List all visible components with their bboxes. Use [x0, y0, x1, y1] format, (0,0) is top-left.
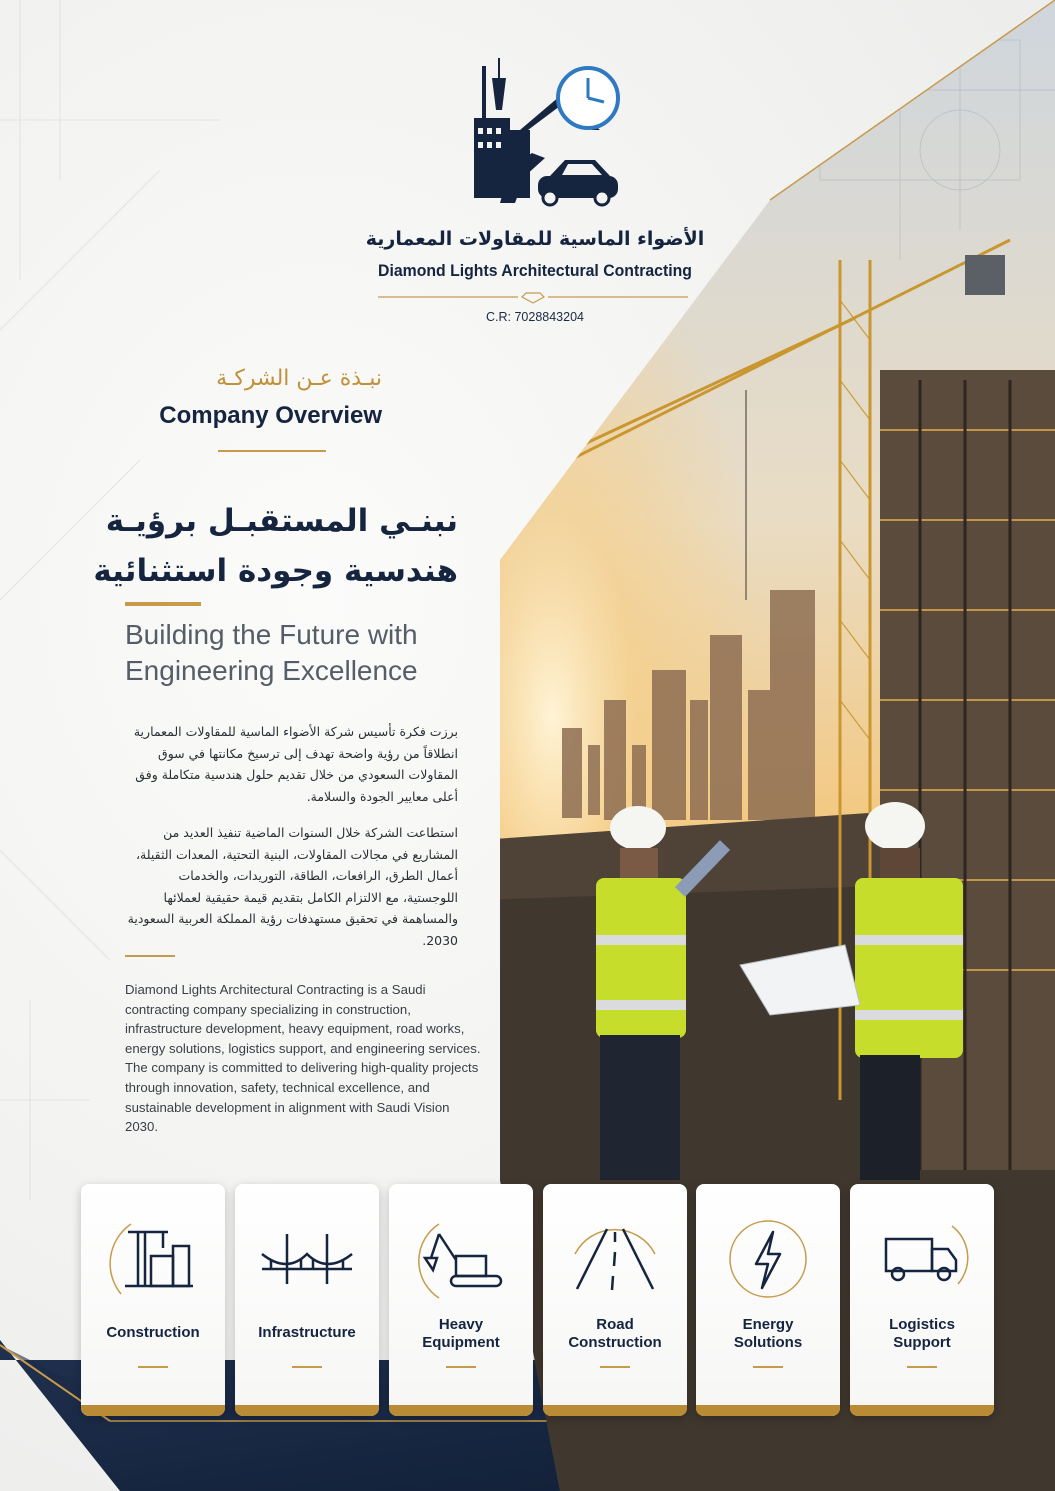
- card-accent-bar: [81, 1405, 225, 1416]
- service-label: Infrastructure: [258, 1324, 356, 1341]
- service-card-energy-solutions: [696, 1184, 840, 1416]
- road-icon: [565, 1214, 665, 1304]
- paragraph-arabic-2: استطاعت الشركة خلال السنوات الماضية تنفيذ العديد من المشاريع في مجالات المقاولات، البنية التحتية، المعدات الثقيلة، أعمال الطرق، الرافعات، الطاقة، التوريدات، والخدمات اللوجستية، مع الالتزام الكامل بتقديم قيمة حقيقية لعملائها والمساهمة في تحقيق مستهدفات رؤية المملكة العربية السعودية 2030.: [127, 825, 458, 948]
- service-label: Heavy Equipment: [422, 1316, 500, 1351]
- paragraph-arabic-1: برزت فكرة تأسيس شركة الأضواء الماسية للمقاولات المعمارية انطلاقاً من رؤية واضحة تهدف إلى ترسيخ مكانتها في سوق المقاولات السعودي من خلال تقديم حلول هندسية متكاملة وفق أعلى معايير الجودة والسلامة.: [133, 724, 458, 804]
- truck-icon: [872, 1214, 972, 1304]
- paragraph-divider: [125, 955, 175, 957]
- headline-divider: [125, 602, 201, 606]
- brand-name-english: Diamond Lights Architectural Contracting: [378, 261, 692, 280]
- card-divider: [753, 1366, 783, 1368]
- service-card-infrastructure: [235, 1184, 379, 1416]
- card-accent-bar: [850, 1405, 994, 1416]
- card-divider: [907, 1366, 937, 1368]
- city-house-excavator-car-clock-logo: [470, 58, 630, 208]
- service-label: Energy Solutions: [733, 1316, 803, 1351]
- brand-name-arabic: الأضواء الماسية للمقاولات المعمارية: [365, 228, 705, 250]
- card-accent-bar: [543, 1405, 687, 1416]
- card-accent-bar: [389, 1405, 533, 1416]
- service-label: Construction: [106, 1324, 200, 1341]
- service-card-logistics-support: [850, 1184, 994, 1416]
- diamond-divider: [378, 290, 688, 304]
- crane-building-icon: [103, 1214, 203, 1304]
- service-label: Logistics Support: [889, 1316, 955, 1351]
- card-divider: [292, 1366, 322, 1368]
- overview-title-arabic: نبـذة عـن الشركـة: [216, 366, 382, 391]
- headline-arabic-line1: نبنـي المستقبـل برؤيـة: [105, 503, 458, 539]
- headline-arabic-line2: هندسية وجودة استثنائية: [93, 553, 458, 589]
- service-card-construction: [81, 1184, 225, 1416]
- lightning-icon: [718, 1214, 818, 1304]
- excavator-icon: [411, 1214, 511, 1304]
- card-divider: [138, 1366, 168, 1368]
- service-card-road-construction: [543, 1184, 687, 1416]
- overview-title-english: Company Overview: [159, 402, 382, 429]
- commercial-registration: C.R: 7028843204: [486, 310, 584, 324]
- bridge-icon: [257, 1214, 357, 1304]
- card-divider: [446, 1366, 476, 1368]
- service-label: Road Construction: [568, 1316, 662, 1351]
- card-accent-bar: [235, 1405, 379, 1416]
- card-divider: [600, 1366, 630, 1368]
- headline-english: [125, 617, 485, 689]
- overview-divider: [218, 450, 326, 452]
- headline-arabic: [90, 496, 458, 596]
- service-card-heavy-equipment: [389, 1184, 533, 1416]
- paragraph-english: Diamond Lights Architectural Contracting is a Saudi contracting company specializing in construction, infrastructure development, heavy equipment, road works, energy solutions, logistics support, and engineering services. The company is committed to delivering high-quality projects through innovation, safety, technical excellence, and sustainable development in alignment with Saudi Vision 2030.: [125, 982, 481, 1135]
- card-accent-bar: [696, 1405, 840, 1416]
- headline-english-line2: Engineering Excellence: [125, 655, 418, 686]
- headline-english-line1: Building the Future with: [125, 619, 418, 650]
